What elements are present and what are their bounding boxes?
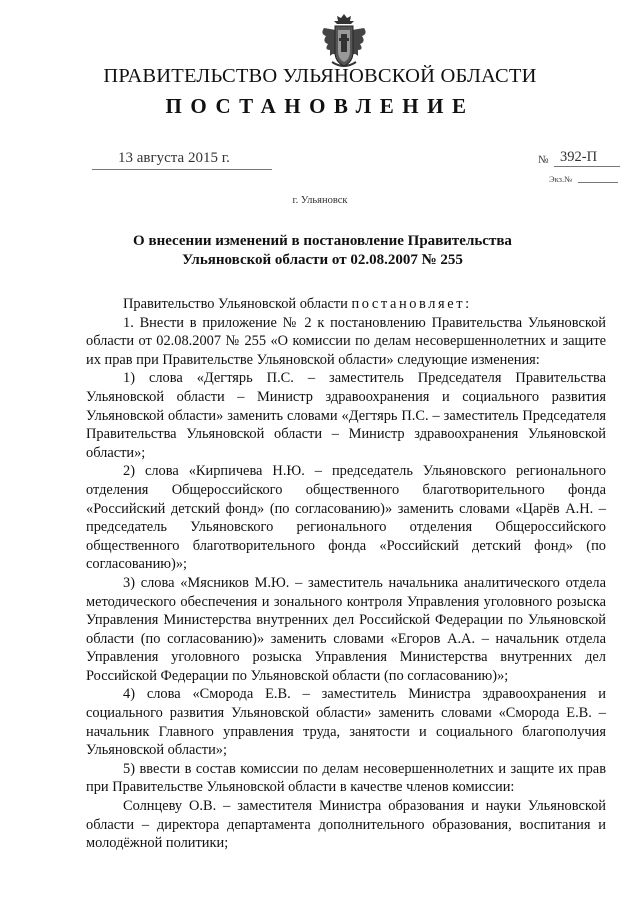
number-underline — [554, 166, 620, 167]
document-type: ПОСТАНОВЛЕНИЕ — [165, 94, 475, 118]
paragraph-item-2: 2) слова «Кирпичева Н.Ю. – председатель Ульяновского регионального отделения Общероссийского общественного благотворительного фонда «Российский детский фонд» (по согласованию)» заменить словами «Царёв А.Н. – председатель Ульяновского регионального отделения Общероссийского общественного благотворительного фонда «Российский детский фонд» (по согласованию)»; — [86, 463, 606, 573]
paragraph-member: Солнцеву О.В. – заместителя Министра образования и науки Ульяновской области – директора департамента дополнительного образования, воспитания и молодёжной политики; — [86, 798, 606, 852]
intro-verb: постановляет: — [351, 296, 472, 312]
paragraph-item-4: 4) слова «Сморода Е.В. – заместитель Министра здравоохранения и социального развития Ульяновской области» заменить словами «Сморода Е.В. – начальник Главного управления труда, занятости и социального благополучия Ульяновской области»; — [86, 686, 606, 759]
paragraph-1: 1. Внести в приложение № 2 к постановлению Правительства Ульяновской области от 02.08.2007 № 255 «О комиссии по делам несовершеннолетних и защите их прав при Правительстве Ульяновской области» следующие изменения: — [86, 314, 606, 368]
date-underline — [92, 169, 272, 170]
document-heading — [100, 232, 545, 270]
copy-number-label: Экз.№ — [549, 174, 573, 184]
document-number: 392-П — [560, 149, 598, 165]
heading-line-2: Ульяновской области от 02.08.2007 № 255 — [182, 252, 463, 268]
paragraph-item-1: 1) слова «Дегтярь П.С. – заместитель Председателя Правительства Ульяновской области – Министр здравоохранения и социального развития Ульяновской области» заменить словами «Дегтярь П.С. – заместитель Председателя Правительства Ульяновской области – Министр здравоохранения Ульяновской области»; — [86, 370, 606, 461]
paragraph-item-5: 5) ввести в состав комиссии по делам несовершеннолетних и защите их прав при Правительстве Ульяновской области в качестве членов комиссии: — [86, 760, 606, 796]
paragraph-item-3: 3) слова «Мясников М.Ю. – заместитель начальника аналитического отдела методического обеспечения и зонального контроля Управления уголовного розыска Управления Министерства внутренних дел Российской Федерации по Ульяновской области (по согласованию)» заменить словами «Егоров А.А. – начальник отдела Управления уголовного розыска Управления Министерства внутренних дел Российской Федерации по Ульяновской области (по согласованию)»; — [86, 574, 606, 684]
heading-line-1: О внесении изменений в постановление Правительства — [133, 233, 512, 249]
intro-subject: Правительство Ульяновской области — [123, 296, 348, 312]
number-field — [538, 148, 628, 188]
city-label: г. Ульяновск — [292, 195, 348, 206]
document-body — [86, 295, 606, 853]
coat-of-arms-emblem — [318, 12, 370, 70]
date-field — [92, 148, 272, 172]
copy-number-underline — [578, 182, 618, 183]
document-date: 13 августа 2015 г. — [118, 150, 230, 166]
intro-paragraph — [86, 295, 606, 314]
number-sign: № — [538, 154, 549, 166]
government-title: ПРАВИТЕЛЬСТВО УЛЬЯНОВСКОЙ ОБЛАСТИ — [103, 65, 537, 87]
